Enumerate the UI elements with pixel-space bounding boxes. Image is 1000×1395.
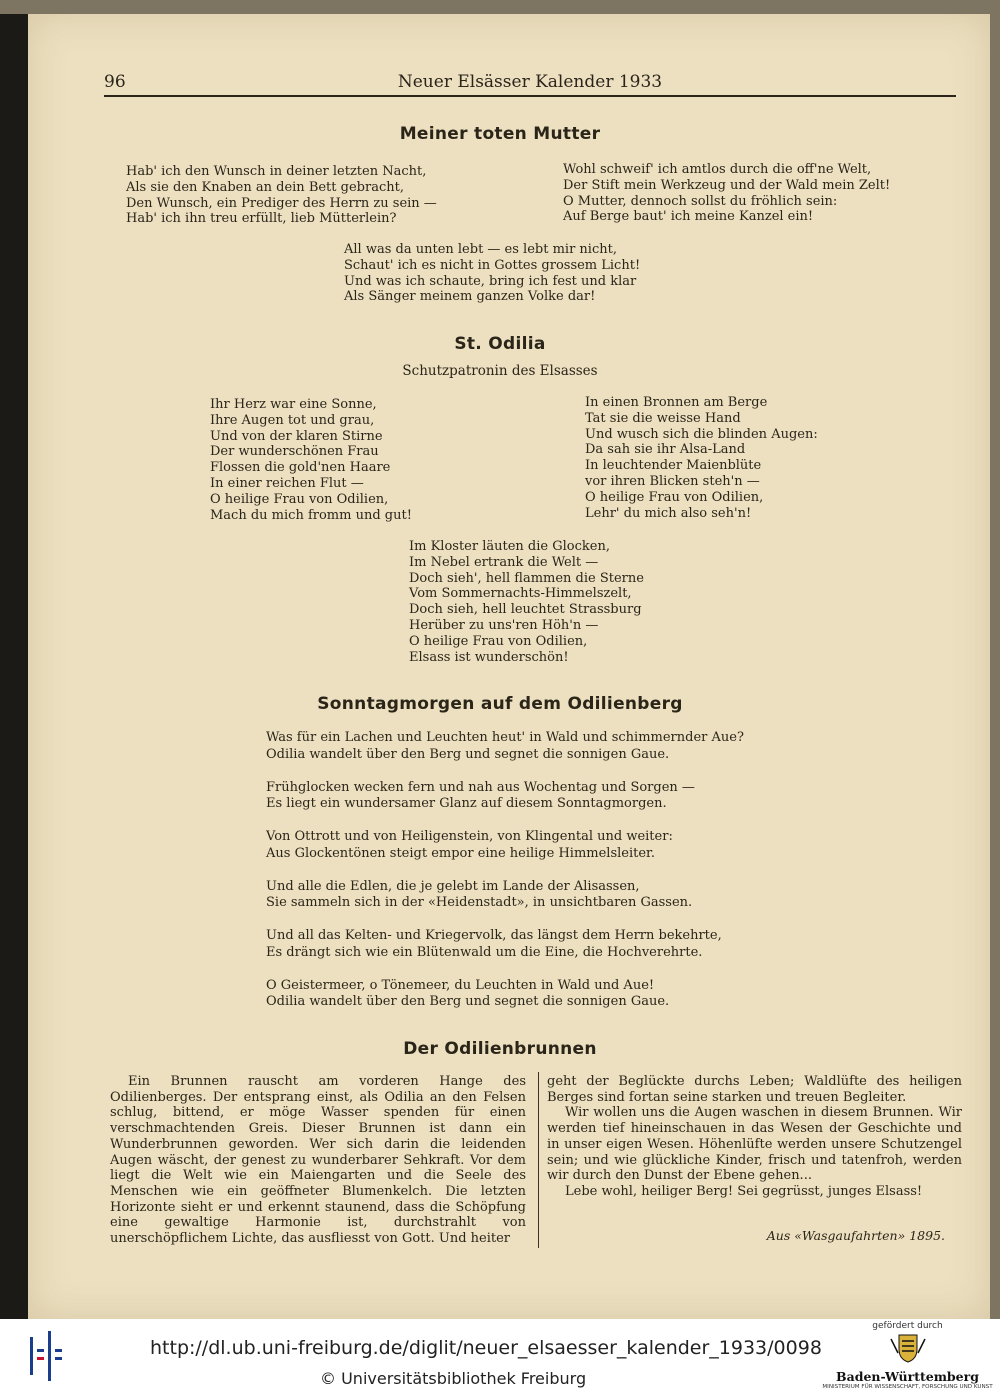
prose-paragraph: Wir wollen uns die Augen waschen in diesem Brunnen. Wir werden tief hineinschauen in das Wesen der Geschichte und in unser eigen Wesen. Höhenlüfte werden unsere Schutzengel sein; und wie glückliche Kinder, frisch und tatenfroh, werden wir durch den Dunst der Ebene gehen... <box>547 1105 962 1184</box>
prose-credit: Aus «Wasgaufahrten» 1895. <box>766 1228 945 1243</box>
ub-freiburg-logo-icon <box>30 1331 62 1381</box>
digital-library-url-link[interactable]: http://dl.ub.uni-freiburg.de/diglit/neuer_elsaesser_kalender_1933/0098 <box>150 1337 822 1359</box>
column-divider <box>538 1072 539 1248</box>
repository-footer <box>0 1319 1000 1395</box>
poem2-center-stanza: Im Kloster läuten die Glocken, Im Nebel ertrank die Welt — Doch sieh', hell flammen die Sterne Vom Sommernachts-Himmelszelt, Doch sieh, hell leuchtet Strassburg Herüber zu uns'ren Höh'n — O heilige Frau von Odilien, Elsass ist wunderschön! <box>409 539 644 665</box>
copyright-notice: © Universitätsbibliothek Freiburg <box>320 1369 587 1388</box>
state-name: Baden-Württemberg <box>836 1369 979 1384</box>
funding-label: gefördert durch <box>872 1321 943 1331</box>
poem2-left-stanza: Ihr Herz war eine Sonne, Ihre Augen tot und grau, Und von der klaren Stirne Der wunderschönen Frau Flossen die gold'nen Haare In einer reichen Flut — O heilige Frau von Odilien, Mach du mich fromm und gut! <box>210 397 412 523</box>
page-number: 96 <box>104 72 126 92</box>
poem2-title: St. Odilia <box>454 334 546 354</box>
poem1-center-stanza: All was da unten lebt — es lebt mir nicht, Schaut' ich es nicht in Gottes grossem Licht! Und was ich schaute, bring ich fest und klar Als Sänger meinem ganzen Volke dar! <box>344 242 641 305</box>
scan-left-edge <box>0 14 28 1319</box>
poem2-right-stanza: In einen Bronnen am Berge Tat sie die weisse Hand Und wusch sich die blinden Augen: Da sah sie ihr Alsa-Land In leuchtender Maienblüte vor ihren Blicken steh'n — O heilige Frau von Odilien, Lehr' du mich also seh'n! <box>585 395 818 521</box>
prose-paragraph: geht der Beglückte durchs Leben; Waldlüfte des heiligen Berges sind fortan seine starken und treuen Begleiter. <box>547 1074 962 1105</box>
prose-paragraph: Ein Brunnen rauscht am vorderen Hange des Odilienberges. Der entsprang einst, als Odilia an den Felsen schlug, bittend, er möge Wasser spenden für einen verschmachtenden Greis. Dieser Brunnen ist dann ein Wunderbrunnen geworden. Wer sich darin die leidenden Augen wäscht, der genest zu wunderbarer Sehkraft. Vor dem liegt die Welt wie ein Maiengarten und die Seele des Menschen wie ein geöffneter Blumenkelch. Die letzten Horizonte sieht er und erkennt staunend, dass die Schöpfung eine gewaltige Harmonie ist, durchstrahlt von unerschöpflichem Lichte, das ausfliesst von Gott. Und heiter <box>110 1074 526 1247</box>
poem2-subtitle: Schutzpatronin des Elsasses <box>402 363 598 379</box>
poem1-title: Meiner toten Mutter <box>399 124 601 144</box>
page-header <box>104 72 956 96</box>
prose-left-column <box>110 1074 526 1247</box>
prose-paragraph: Lebe wohl, heiliger Berg! Sei gegrüsst, junges Elsass! <box>565 1183 923 1199</box>
poem1-right-stanza: Wohl schweif' ich amtlos durch die off'ne Welt, Der Stift mein Werkzeug und der Wald mein Zelt! O Mutter, dennoch sollst du fröhlich sein: Auf Berge baut' ich meine Kanzel ein! <box>563 162 891 225</box>
poem3-text: Was für ein Lachen und Leuchten heut' in Wald und schimmernder Aue? Odilia wandelt über den Berg und segnet die sonnigen Gaue. Frühglocken wecken fern und nah aus Wochentag und Sorgen — Es liegt ein wundersamer Glanz auf diesem Sonntagmorgen. Von Ottrott und von Heiligenstein, von Klingental und weiter: Aus Glockentönen steigt empor eine heilige Himmelsleiter. Und alle die Edlen, die je gelebt im Lande der Alisassen, Sie sammeln sich in der «Heidenstadt», in unsichtbaren Gassen. Und all das Kelten- und Kriegervolk, das längst dem Herrn bekehrte, Es drängt sich wie ein Blütenwald um die Eine, die Hochverehrte. O Geistermeer, o Tönemeer, du Leuchten in Wald und Aue! Odilia wandelt über den Berg und segnet die sonnigen Gaue. <box>266 730 744 1009</box>
funding-notice <box>820 1321 995 1393</box>
poem3-title: Sonntagmorgen auf dem Odilienberg <box>317 694 683 714</box>
poem1-left-stanza: Hab' ich den Wunsch in deiner letzten Nacht, Als sie den Knaben an dein Bett gebracht, Den Wunsch, ein Prediger des Herrn zu sein — Hab' ich ihn treu erfüllt, lieb Mütterlein? <box>126 164 437 227</box>
header-rule <box>104 95 956 97</box>
prose-title: Der Odilienbrunnen <box>403 1039 597 1059</box>
running-title: Neuer Elsässer Kalender 1933 <box>397 72 663 92</box>
baden-wuerttemberg-crest-icon <box>889 1333 927 1363</box>
prose-right-column <box>547 1074 962 1200</box>
ministry-name: MINISTERIUM FÜR WISSENSCHAFT, FORSCHUNG UND KUNST <box>822 1384 993 1390</box>
